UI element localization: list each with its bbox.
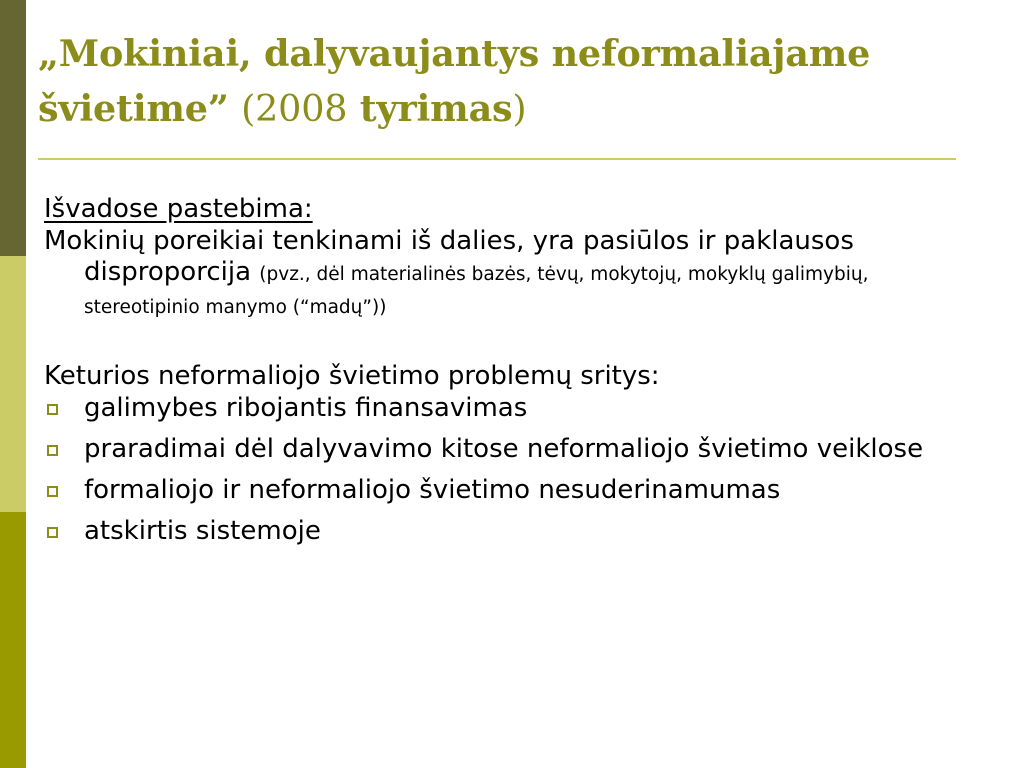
sidebar-segment-bottom (0, 512, 26, 768)
sidebar-segment-middle (0, 256, 26, 512)
list-item-text: galimybes ribojantis finansavimas (84, 393, 528, 423)
title-year: (2008 (241, 87, 348, 130)
conclusions-heading (44, 192, 964, 226)
title-paren-close: ) (512, 87, 527, 130)
list-item (44, 475, 964, 506)
list-item-text: atskirtis sistemoje (84, 516, 321, 546)
slide-body (44, 192, 964, 557)
hollow-square-icon (47, 486, 58, 497)
sidebar-decoration (0, 0, 26, 768)
hollow-square-icon (47, 445, 58, 456)
list-item-text: formaliojo ir neformaliojo švietimo nesuderinamumas (84, 475, 781, 505)
problem-list (44, 393, 964, 547)
title-tyrimas: tyrimas (359, 87, 513, 130)
list-item (44, 393, 964, 424)
finding-note-text: (pvz., dėl materialinės bazės, tėvų, mokytojų, mokyklų galimybių, stereotipinio manymo (“madų”)) (84, 264, 869, 318)
sidebar-segment-top (0, 0, 26, 256)
title-divider (38, 158, 956, 160)
list-item-text: praradimai dėl dalyvavimo kitose neformaliojo švietimo veiklose (84, 434, 924, 464)
paragraph-spacer (44, 323, 964, 359)
conclusions-heading-text: Išvadose pastebima: (44, 194, 313, 224)
list-item (44, 516, 964, 547)
list-item (44, 434, 964, 465)
slide-title (38, 26, 978, 136)
hollow-square-icon (47, 527, 58, 538)
finding-paragraph (44, 226, 964, 323)
finding-main-text: Mokinių poreikiai tenkinami iš dalies, yra pasiūlos ir paklausos disproporcija (44, 226, 854, 287)
hollow-square-icon (47, 404, 58, 415)
title-main: „Mokiniai, dalyvaujantys neformaliajame švietime” (38, 32, 871, 130)
problems-heading: Keturios neformaliojo švietimo problemų sritys: (44, 361, 660, 391)
